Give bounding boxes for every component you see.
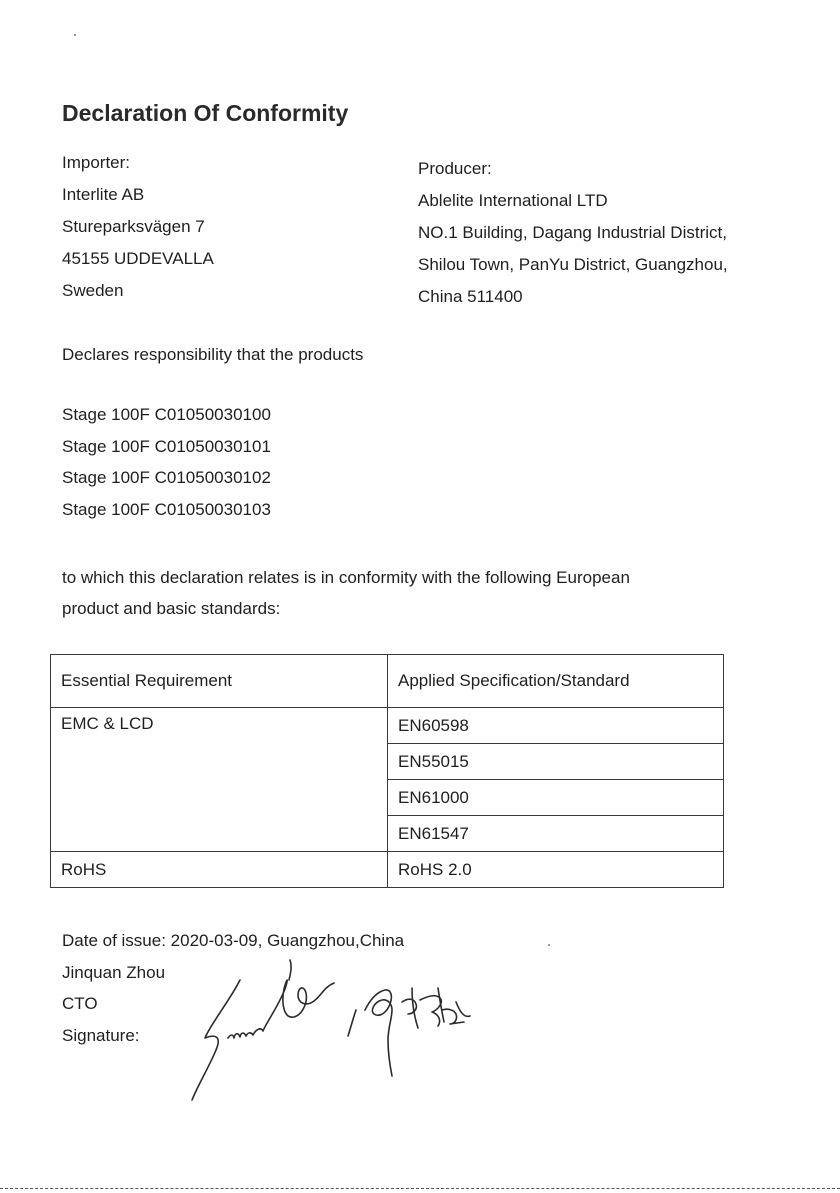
conformity-line: to which this declaration relates is in conformity with the following European <box>62 568 630 587</box>
producer-company: Ablelite International LTD <box>418 191 608 210</box>
standard-cell: EN60598 <box>388 708 724 744</box>
declares-text: Declares responsibility that the products <box>62 345 364 364</box>
standards-table <box>50 654 724 888</box>
importer-heading: Importer: <box>62 153 131 172</box>
producer-block <box>418 153 728 313</box>
signature-stroke <box>348 1010 356 1036</box>
signatory-name: Jinquan Zhou <box>62 962 166 982</box>
requirement-rohs: RoHS <box>51 852 388 888</box>
importer-city: 45155 UDDEVALLA <box>62 249 214 268</box>
table-row <box>51 852 724 888</box>
product-list <box>62 399 271 525</box>
signature-stroke <box>228 980 334 1038</box>
signature-stroke <box>402 988 470 1028</box>
table-header-row <box>51 655 724 708</box>
product-item: Stage 100F C01050030103 <box>62 499 271 519</box>
scan-speck <box>548 944 550 946</box>
conformity-line: product and basic standards: <box>62 599 281 618</box>
issue-date: Date of issue: 2020-03-09, Guangzhou,China <box>62 931 405 950</box>
importer-block <box>62 147 214 307</box>
standard-cell: EN61547 <box>388 816 724 852</box>
product-item: Stage 100F C01050030102 <box>62 468 271 487</box>
signature-stroke <box>289 960 291 980</box>
producer-address-2: Shilou Town, PanYu District, Guangzhou, <box>418 255 728 274</box>
scan-bottom-edge <box>0 1188 840 1193</box>
product-item: Stage 100F C01050030101 <box>62 436 271 456</box>
scan-speck <box>74 34 76 36</box>
producer-address-1: NO.1 Building, Dagang Industrial District, <box>418 223 727 242</box>
table-row <box>51 708 724 744</box>
producer-address-3: China 511400 <box>418 287 523 306</box>
header-essential-requirement: Essential Requirement <box>51 655 388 708</box>
header-applied-standard: Applied Specification/Standard <box>388 655 724 708</box>
requirement-emc-lcd: EMC & LCD <box>51 708 388 852</box>
standard-cell: RoHS 2.0 <box>388 852 724 888</box>
standard-cell: EN55015 <box>388 744 724 780</box>
handwritten-signatures <box>180 950 510 1110</box>
standard-cell: EN61000 <box>388 780 724 816</box>
importer-company: Interlite AB <box>62 185 145 204</box>
signature-stroke <box>365 990 392 1076</box>
conformity-text <box>62 562 630 624</box>
signatory-role: CTO <box>62 994 98 1013</box>
producer-heading: Producer: <box>418 159 492 178</box>
document-title: Declaration Of Conformity <box>62 100 349 126</box>
importer-country: Sweden <box>62 281 124 300</box>
signature-stroke <box>192 980 240 1100</box>
importer-street: Stureparksvägen 7 <box>62 217 205 236</box>
signature-label: Signature: <box>62 1025 140 1045</box>
product-item: Stage 100F C01050030100 <box>62 405 271 424</box>
